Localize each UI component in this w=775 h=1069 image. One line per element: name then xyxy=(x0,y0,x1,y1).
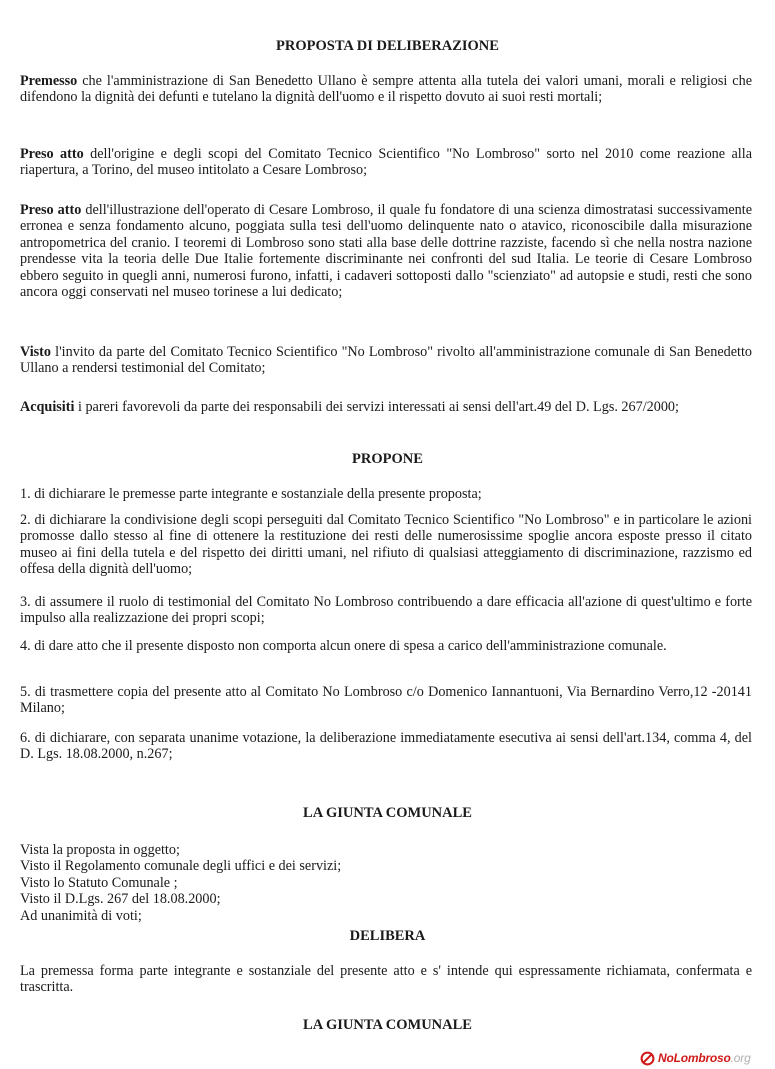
footer-heading: LA GIUNTA COMUNALE xyxy=(303,1017,472,1033)
recital-line: Visto lo Statuto Comunale ; xyxy=(20,874,178,891)
premise-text: l'invito da parte del Comitato Tecnico Scientifico "No Lombroso" rivolto all'amministrazione comunale di San Benedetto Ullano a rendersi testimonial del Comitato; xyxy=(20,344,752,377)
recital-line: Ad unanimità di voti; xyxy=(20,907,142,924)
premise-lead: Visto xyxy=(20,344,52,360)
proposal-item: 5. di trasmettere copia del presente atto al Comitato No Lombroso c/o Domenico Iannantuoni, Via Bernardino Verro,12 -20141 Milano; xyxy=(20,684,752,717)
nolombroso-watermark xyxy=(640,1049,751,1067)
premise-lead: Preso atto xyxy=(20,202,82,218)
no-sign-icon xyxy=(640,1051,655,1066)
premise-lead: Acquisiti xyxy=(20,399,75,415)
proposal-item: 2. di dichiarare la condivisione degli scopi perseguiti dal Comitato Tecnico Scientifico "No Lombroso" e in particolare le azioni promosse dallo stesso al fine di ottenere la restituzione dei resti delle numerosissime spoglie ancora esposte presso il citato museo ai fini della tutela e del rispetto dei diritti umani, nel rifiuto di qualsiasi atteggiamento di discriminazione, razzismo ed offesa della dignità dell'uomo; xyxy=(20,512,752,578)
premise-paragraph xyxy=(20,146,752,179)
watermark-domain: .org xyxy=(730,1050,751,1065)
propone-heading: PROPONE xyxy=(352,451,423,467)
proposal-item: 1. di dichiarare le premesse parte integrante e sostanziale della presente proposta; xyxy=(20,486,482,502)
premise-lead: Premesso xyxy=(20,73,78,89)
proposal-item: 4. di dare atto che il presente disposto non comporta alcun onere di spesa a carico dell'amministrazione comunale. xyxy=(20,638,667,654)
recital-line: Vista la proposta in oggetto; xyxy=(20,842,180,858)
giunta-recitals xyxy=(20,842,752,924)
delibera-heading: DELIBERA xyxy=(349,928,426,944)
premise-text: che l'amministrazione di San Benedetto Ullano è sempre attenta alla tutela dei valori umani, morali e religiosi che difendono la dignità dei defunti e tutelano la dignità dell'uomo e il rispetto dovuto ai suoi resti mortali; xyxy=(20,73,752,106)
giunta-heading: LA GIUNTA COMUNALE xyxy=(303,805,472,821)
premise-text: dell'illustrazione dell'operato di Cesare Lombroso, il quale fu fondatore di una scienza dimostratasi successivamente erronea e senza fondamento alcuno, poggiata sulla tesi dell'uomo delinquente nato o atavico, riconoscibile dalla misurazione antropometrica del cranio. I teoremi di Lombroso sono stati alla base delle dottrine razziste, facendo sì che nella nostra nazione prendesse vita la teoria delle Due Italie fortemente discriminante nei confronti del sud Italia. Le teorie di Cesare Lombroso ebbero seguito in quegli anni, numerosi furono, infatti, i cadaveri sottoposti dallo "scienziato" ad autopsie e studi, resti che sono ancora oggi conservati nel museo torinese a lui dedicato; xyxy=(20,202,752,301)
premise-paragraph xyxy=(20,202,752,300)
premise-paragraph xyxy=(20,344,752,377)
premise-paragraph xyxy=(20,399,752,415)
proposal-item: 3. di assumere il ruolo di testimonial del Comitato No Lombroso contribuendo a dare efficacia all'azione di quest'ultimo e forte impulso alla realizzazione dei propri scopi; xyxy=(20,594,752,627)
premise-text: i pareri favorevoli da parte dei responsabili dei servizi interessati ai sensi dell'art.49 del D. Lgs. 267/2000; xyxy=(74,399,679,415)
recital-line: Visto il Regolamento comunale degli uffici e dei servizi; xyxy=(20,858,342,875)
premise-paragraph xyxy=(20,73,752,106)
document-title: PROPOSTA DI DELIBERAZIONE xyxy=(276,38,499,54)
watermark-text: NoLombroso xyxy=(658,1050,731,1065)
delibera-text: La premessa forma parte integrante e sostanziale del presente atto e s' intende qui espressamente richiamata, confermata e trascritta. xyxy=(20,963,752,996)
recital-line: Visto il D.Lgs. 267 del 18.08.2000; xyxy=(20,891,221,908)
proposal-item: 6. di dichiarare, con separata unanime votazione, la deliberazione immediatamente esecutiva ai sensi dell'art.134, comma 4, del D. Lgs. 18.08.2000, n.267; xyxy=(20,730,752,763)
premise-text: dell'origine e degli scopi del Comitato Tecnico Scientifico "No Lombroso" sorto nel 2010 come reazione alla riapertura, a Torino, del museo intitolato a Cesare Lombroso; xyxy=(20,146,752,179)
premise-lead: Preso atto xyxy=(20,146,84,162)
